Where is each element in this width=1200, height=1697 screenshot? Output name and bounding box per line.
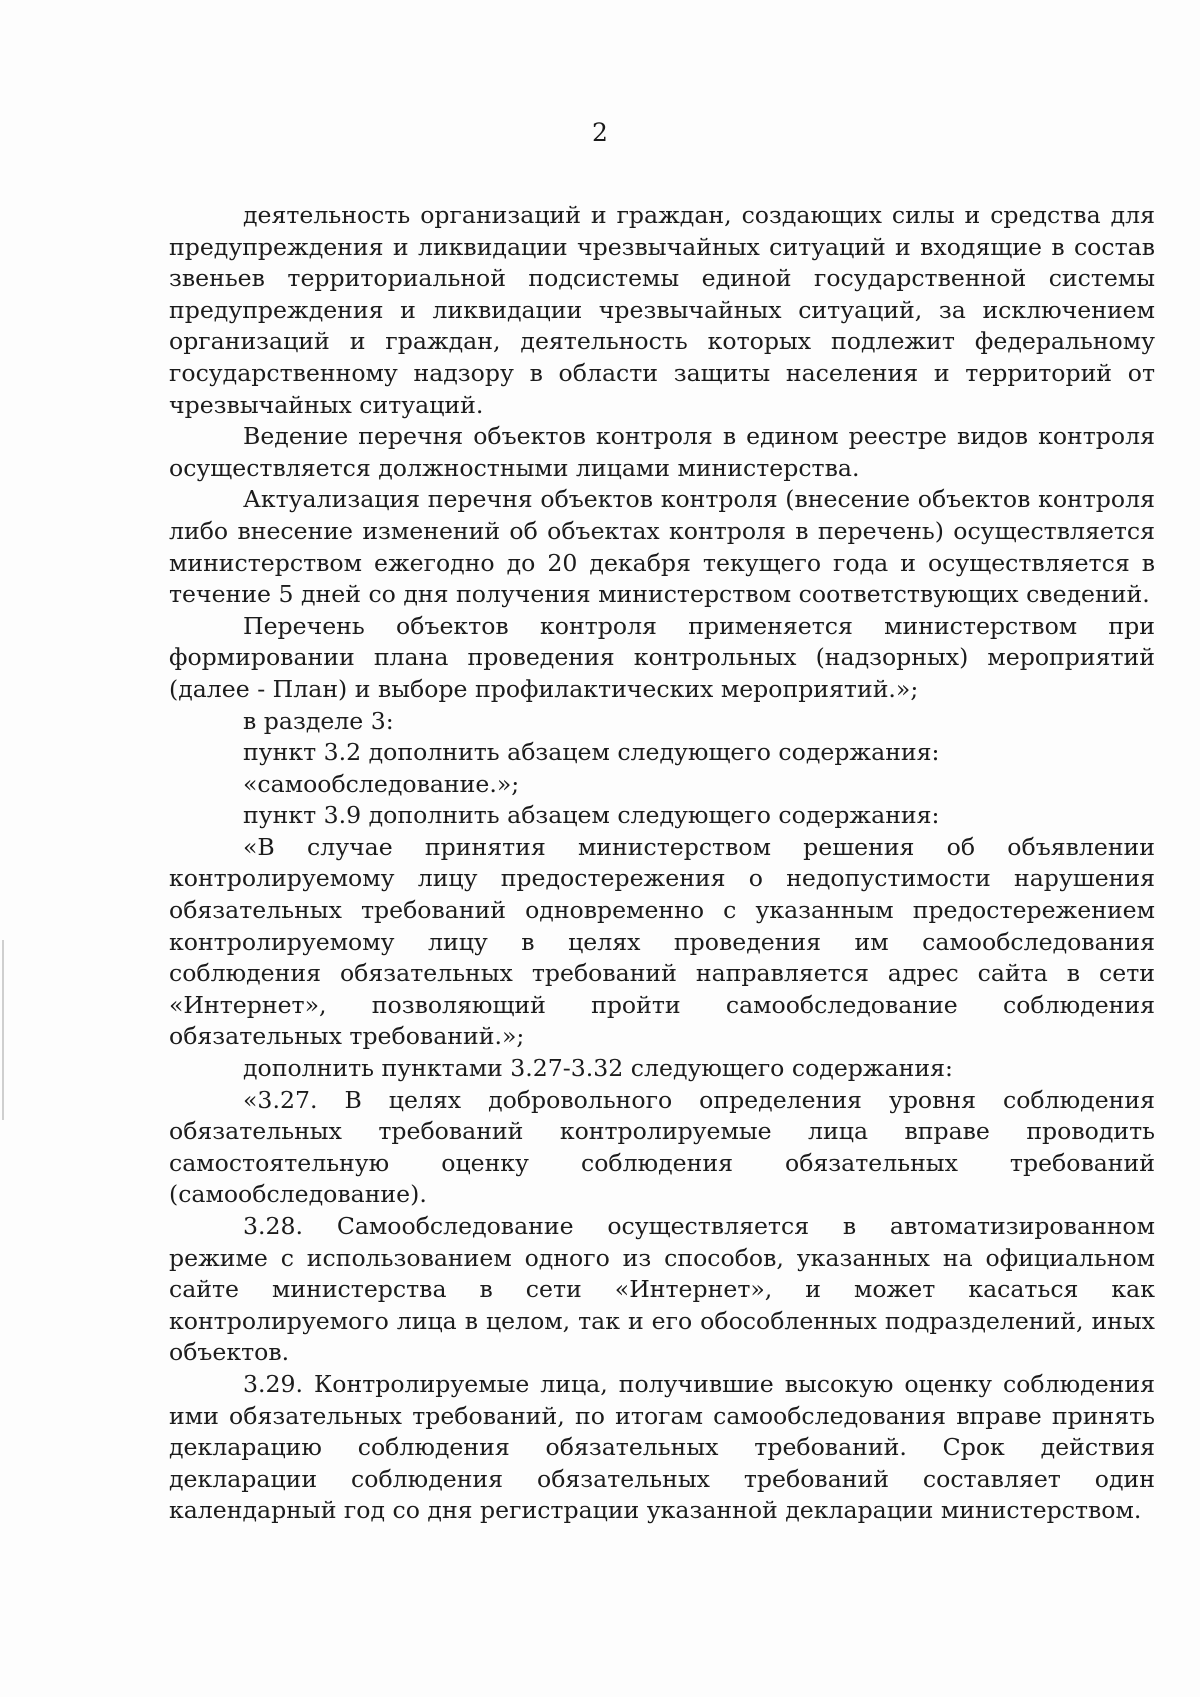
page-number: 2 — [592, 118, 608, 147]
paragraph-item-3-29: 3.29. Контролируемые лица, получившие высокую оценку соблюдения ими обязательных требований, по итогам самообследования вправе принять декларацию соблюдения обязательных требований. Срок действия декларации соблюдения обязательных требований составляет один календарный год со дня регистрации указанной декларации министерством. — [169, 1369, 1155, 1525]
paragraph-organizations: деятельность организаций и граждан, создающих силы и средства для предупреждения и ликвидации чрезвычайных ситуаций и входящие в состав звеньев территориальной подсистемы единой государственной системы предупреждения и ликвидации чрезвычайных ситуаций, за исключением организаций и граждан, деятельность которых подлежит федеральному государственному надзору в области защиты населения и территорий от чрезвычайных ситуаций. — [169, 201, 1155, 419]
paragraph-item-3-9: пункт 3.9 дополнить абзацем следующего содержания: — [243, 801, 940, 830]
paragraph-actualization: Актуализация перечня объектов контроля (внесение объектов контроля либо внесение изменений об объектах контроля в перечень) осуществляется министерством ежегодно до 20 декабря текущего года и осуществляется в течение 5 дней со дня получения министерством соответствующих сведений. — [169, 485, 1155, 609]
paragraph-item-3-27: «3.27. В целях добровольного определения уровня соблюдения обязательных требований контролируемые лица вправе проводить самостоятельную оценку соблюдения обязательных требований (самообследование). — [169, 1085, 1155, 1209]
paragraph-registry: Ведение перечня объектов контроля в едином реестре видов контроля осуществляется должностными лицами министерства. — [169, 422, 1155, 482]
paragraph-self-inspection: «самообследование.»; — [243, 769, 520, 798]
paragraph-list-usage: Перечень объектов контроля применяется министерством при формировании плана проведения контрольных (надзорных) мероприятий (далее - План) и выборе профилактических мероприятий.»; — [169, 611, 1155, 703]
paragraph-section-3: в разделе 3: — [243, 706, 394, 735]
paragraph-item-3-2: пункт 3.2 дополнить абзацем следующего содержания: — [243, 738, 940, 767]
document-body — [169, 200, 1155, 1527]
scan-edge-mark — [2, 940, 4, 1120]
paragraph-add-items: дополнить пунктами 3.27-3.32 следующего содержания: — [243, 1054, 953, 1083]
paragraph-warning: «В случае принятия министерством решения об объявлении контролируемому лицу предостережения о недопустимости нарушения обязательных требований одновременно с указанным предостережением контролируемому лицу в целях проведения им самообследования соблюдения обязательных требований направляется адрес сайта в сети «Интернет», позволяющий пройти самообследование соблюдения обязательных требований.»; — [169, 832, 1155, 1051]
paragraph-item-3-28: 3.28. Самообследование осуществляется в автоматизированном режиме с использованием одного из способов, указанных на официальном сайте министерства в сети «Интернет», и может касаться как контролируемого лица в целом, так и его обособленных подразделений, иных объектов. — [169, 1212, 1155, 1367]
